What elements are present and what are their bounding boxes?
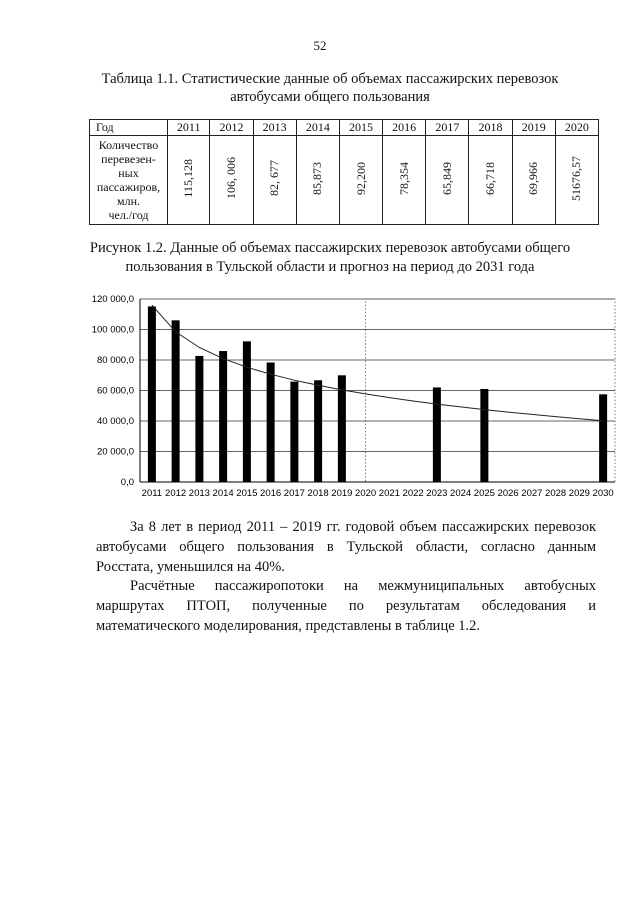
x-tick-label: 2024 (450, 488, 472, 499)
x-tick-label: 2017 (283, 488, 305, 499)
chart-bar (219, 351, 227, 482)
x-tick-label: 2025 (473, 488, 495, 499)
row-label-line: ных (118, 166, 139, 180)
chart-bar (172, 320, 180, 482)
table-year-cell: 2020 (555, 120, 598, 136)
chart-bar (480, 389, 488, 482)
table-title (60, 70, 600, 106)
row-label-line: млн. (116, 194, 140, 208)
x-tick-label: 2029 (568, 488, 590, 499)
y-tick-label: 20 000,0 (97, 446, 134, 458)
figure-caption (60, 239, 600, 277)
table-year-cell: 2013 (253, 120, 296, 136)
table-year-cell: 2018 (469, 120, 512, 136)
table-value: 65,849 (439, 161, 454, 195)
x-tick-label: 2013 (188, 488, 210, 499)
table-value: 66,718 (483, 161, 498, 195)
table-value-cell (296, 136, 339, 225)
chart-bar (195, 356, 203, 482)
x-tick-label: 2021 (378, 488, 400, 499)
paragraph-line: математического моделирования, представлены в таблице 1.2. (96, 618, 481, 634)
paragraph-line: маршрутах ПТОП, полученные по результатам обследования и (96, 598, 596, 614)
chart-bar (433, 387, 441, 482)
table-year-cell: 2011 (168, 120, 210, 136)
table-value: 69,966 (526, 161, 541, 195)
paragraph-line: Росстата, уменьшился на 40%. (96, 559, 285, 575)
x-tick-label: 2018 (307, 488, 329, 499)
chart-bar (267, 363, 275, 482)
table-value-cell (426, 136, 469, 225)
table-value-cell (512, 136, 555, 225)
x-tick-label: 2028 (545, 488, 567, 499)
row-label-line: пассажиров, (96, 180, 161, 194)
x-tick-label: 2014 (212, 488, 234, 499)
table-year-cell: 2019 (512, 120, 555, 136)
chart-bar (338, 375, 346, 482)
page-number: 52 (313, 38, 327, 53)
table-year-cell: 2017 (426, 120, 469, 136)
paragraph-2 (96, 576, 596, 636)
x-tick-label: 2011 (141, 488, 163, 499)
x-tick-label: 2015 (236, 488, 258, 499)
table-value: 78,354 (396, 161, 411, 195)
x-tick-label: 2026 (497, 488, 519, 499)
table-value-cell (469, 136, 512, 225)
table-header-row (90, 120, 599, 136)
table-value-cell (168, 136, 210, 225)
table-row-label (90, 136, 168, 225)
table-value: 85,873 (310, 161, 325, 195)
chart-bar (314, 380, 322, 482)
table-value: 51676,57 (569, 155, 584, 201)
paragraph-1 (96, 517, 596, 577)
table-title-line2: автобусами общего пользования (230, 89, 430, 105)
table-value-cell (555, 136, 598, 225)
chart-bar (599, 394, 607, 482)
x-tick-label: 2022 (402, 488, 424, 499)
table-data-row (90, 136, 599, 225)
table-value-cell (210, 136, 253, 225)
paragraph-line: автобусами общего пользования в Тульской области, согласно данным (96, 539, 596, 555)
figure-caption-line1: Рисунок 1.2. Данные об объемах пассажирских перевозок автобусами общего (89, 240, 571, 256)
x-tick-label: 2023 (426, 488, 448, 499)
paragraph-line: Расчётные пассажиропотоки на межмуниципальных автобусных (130, 578, 596, 594)
paragraph-line: За 8 лет в период 2011 – 2019 гг. годовой объем пассажирских перевозок (130, 519, 596, 535)
row-label-line: чел./год (108, 208, 149, 222)
chart-bar (148, 306, 156, 482)
y-tick-label: 40 000,0 (97, 416, 134, 427)
x-tick-label: 2020 (355, 488, 377, 499)
row-label-line: Количество (98, 138, 159, 152)
table-year-cell: 2016 (383, 120, 426, 136)
passenger-chart (80, 288, 620, 503)
figure-caption-line2: пользования в Тульской области и прогноз на период до 2031 года (125, 259, 535, 275)
y-tick-label: 80 000,0 (97, 355, 134, 366)
row-label-line: перевезен- (101, 152, 156, 166)
table-year-cell: 2014 (296, 120, 339, 136)
x-tick-label: 2030 (592, 488, 614, 499)
chart-bar (290, 382, 298, 482)
table-value: 106, 006 (223, 157, 238, 199)
x-tick-label: 2027 (521, 488, 543, 499)
table-value-cell (253, 136, 296, 225)
y-tick-label: 60 000,0 (97, 385, 134, 397)
x-tick-label: 2016 (260, 488, 282, 499)
y-tick-label: 0,0 (120, 477, 134, 488)
y-tick-label: 100 000,0 (91, 324, 134, 336)
table-year-cell: 2012 (210, 120, 253, 136)
table-value: 82, 677 (267, 160, 282, 196)
x-tick-label: 2019 (331, 488, 353, 499)
table-year-cell: 2015 (339, 120, 382, 136)
table-title-line1: Таблица 1.1. Статистические данные об объемах пассажирских перевозок (101, 71, 559, 87)
statistics-table (89, 119, 599, 225)
table-value: 92,200 (353, 161, 368, 195)
y-tick-label: 120 000,0 (91, 294, 134, 305)
chart-bar (243, 341, 251, 482)
table-value-cell (339, 136, 382, 225)
table-value: 115,128 (181, 158, 196, 198)
table-value-cell (383, 136, 426, 225)
table-header-label: Год (90, 120, 168, 136)
x-tick-label: 2012 (165, 488, 187, 499)
